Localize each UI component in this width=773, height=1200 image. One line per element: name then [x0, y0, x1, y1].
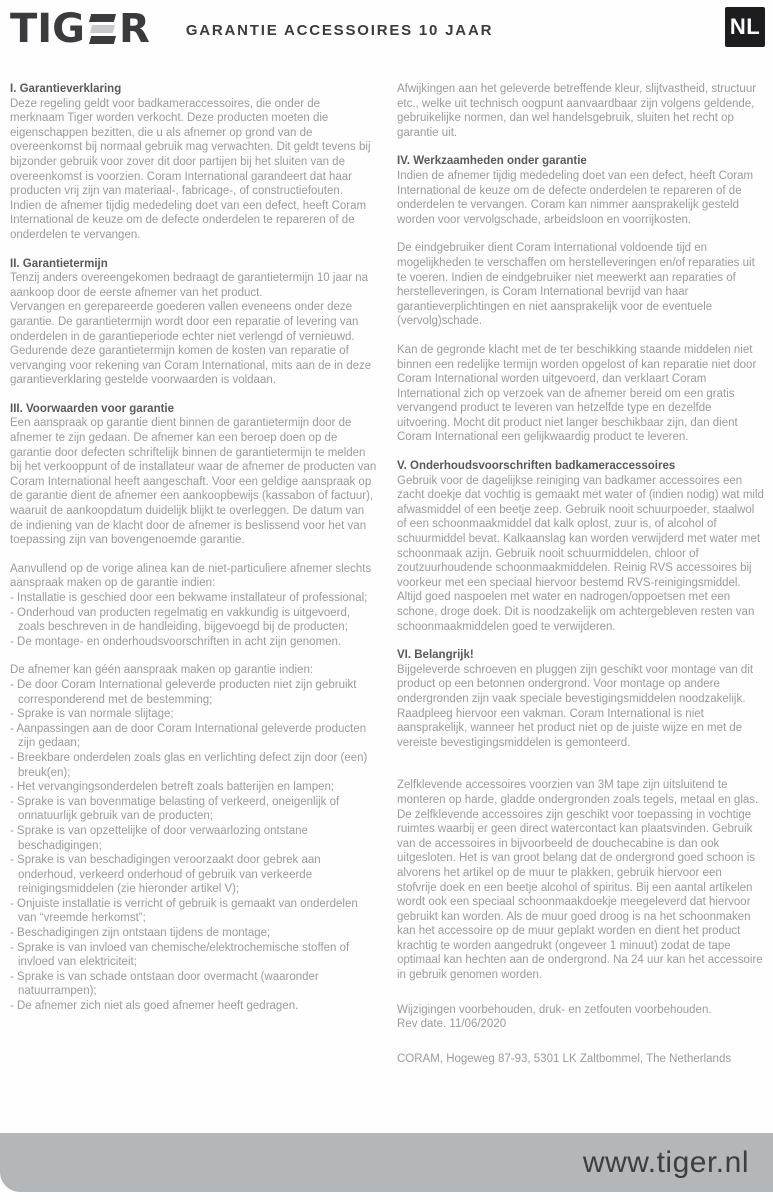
- section-3-continuation-paragraph: Afwijkingen aan het geleverde betreffende kleur, slijtvastheid, structuur etc., welke uit technisch oogpunt aanvaardbaar zijn volgens geldende, gebruikelijke normen, dan wel handelsgebruik, sluiten het recht op garantie uit.: [397, 83, 757, 139]
- logo-e-bar-bottom: [89, 36, 116, 44]
- section-5-paragraph: Gebruik voor de dagelijkse reiniging van badkamer accessoires een zacht doekje dat vochtig is gemaakt met water of (indien nodig) wat mild afwasmiddel of een beetje zeep. Gebruik nooit schuurpoeder, staalwol of een schoonmaakmiddel dat kalk oplost, zuur is, of alcohol of schuurmiddel bevat. Kalkaanslag kan worden verwijderd met water met schoonmaak azijn. Gebruik nooit schuurmiddelen, chloor of zoutzuurhoudende schoonmaakmiddelen. Reinig RVS accessoires bij voorkeur met een speciaal hiervoor bestemd RVS-reinigingsmiddel. Altijd goed naspoelen met water en nadrogen/oppoetsen met een schone, droge doek. Dit is noodzakelijk om achtergebleven resten van schoonmaakmiddelen goed te verwijderen.: [397, 474, 764, 633]
- website-url: www.tiger.nl: [582, 1145, 749, 1179]
- list-item: - Sprake is van beschadigingen veroorzaakt door gebrek aan onderhoud, verkeerd onderhoud of gebruik van verkeerde reinigingsmiddelen (zie hieronder artikel V);: [10, 854, 321, 896]
- list-item: - Beschadigingen zijn ontstaan tijdens de montage;: [10, 927, 271, 940]
- section-4-paragraph: Indien de afnemer tijdig mededeling doet van een defect, heeft Coram International de keuze om de defecte onderdelen te repareren of de onderdelen te vervangen. Coram kan nimmer aansprakelijk gesteld worden voor vervolgschade, arbeidsloon en voorrijkosten.: [397, 169, 754, 226]
- right-column: [397, 82, 764, 1066]
- list-item: - De afnemer zich niet als goed afnemer heeft gedragen.: [10, 1000, 299, 1013]
- section-4-heading: IV. Werkzaamheden onder garantie: [397, 155, 587, 168]
- rev-date-line: Rev date. 11/06/2020: [397, 1018, 507, 1031]
- list-item: - Breekbare onderdelen zoals glas en verlichting defect zijn door (een) breuk(en);: [10, 751, 368, 779]
- logo-text-tig: TIG: [10, 6, 85, 52]
- list-item: - Sprake is van opzettelijke of door verwaarlozing ontstane beschadigingen;: [10, 824, 308, 852]
- list-item: - Het vervangingsonderdelen betreft zoals batterijen en lampen;: [10, 781, 335, 794]
- footer-bar: [0, 1133, 773, 1192]
- list-item: - Onjuiste installatie is verricht of gebruik is gemaakt van onderdelen van “vreemde herkomst”;: [10, 897, 358, 925]
- list-item: - Aanpassingen aan de door Coram International geleverde producten zijn gedaan;: [10, 722, 367, 750]
- section-3-intro-b: De afnemer kan géén aanspraak maken op garantie indien:: [10, 664, 314, 677]
- section-2-paragraph: Gedurende deze garantietermijn komen de kosten van reparatie of vervanging voor rekening van Coram International, mits aan de in deze garantieverklaring gestelde voorwaarden is voldaan.: [10, 345, 372, 387]
- logo-text-r: R: [119, 6, 150, 52]
- list-item: - Sprake is van bovenmatige belasting of verkeerd, oneigenlijk of onnatuurlijk gebruik van de producten;: [10, 795, 340, 823]
- disclaimer-line: Wijzigingen voorbehouden, druk- en zetfouten voorbehouden.: [397, 1003, 712, 1016]
- section-3-paragraph: Een aanspraak op garantie dient binnen de garantietermijn door de afnemer te zijn gedaan. De afnemer kan een beroep doen op de garantie door defecten schriftelijk binnen de garantietermijn te melden bij het verkooppunt of de installateur waar de afnemer de producten van Coram International heeft aangeschaft. Voor een geldige aanspraak op de garantie dient de afnemer een aankoopbewijs (kassabon of factuur), waaruit de aankoopdatum duidelijk blijkt te overleggen. De datum van de indiening van de klacht door de afnemer is beslissend voor het van toepassing zijn van bovengenoemde garantie.: [10, 417, 377, 547]
- header: [0, 0, 773, 58]
- section-6-heading: VI. Belangrijk!: [397, 649, 474, 662]
- section-2-paragraph: Vervangen en gerepareerde goederen vallen eveneens onder deze garantie. De garantietermijn wordt door een reparatie of levering van onderdelen in de garantieperiode echter niet verlengd of vernieuwd.: [10, 301, 359, 343]
- tiger-logo: [10, 6, 150, 52]
- section-3-bullet-list-a: [10, 591, 377, 649]
- section-3-bullet-list-b: [10, 678, 377, 1014]
- list-item: - De door Coram International geleverde producten niet zijn gebruikt corresponderend met de bestemming;: [10, 678, 357, 706]
- section-3-intro-a: Aanvullend op de vorige alinea kan de niet-particuliere afnemer slechts aanspraak maken op de garantie indien:: [10, 562, 372, 590]
- section-3-heading: III. Voorwaarden voor garantie: [10, 402, 175, 415]
- section-4-paragraph: De eindgebruiker dient Coram International voldoende tijd en mogelijkheden te verschaffen om herstelleveringen en/of reparaties uit te voeren. Indien de eindgebruiker niet meewerkt aan reparaties of herstelleveringen, is Coram International bevrijd van haar garantieverplichtingen en niet aansprakelijk voor de eventuele (vervolg)schade.: [397, 242, 755, 328]
- document-body: [0, 58, 773, 1066]
- logo-e-bar-middle: [90, 25, 115, 33]
- list-item: - Installatie is geschied door een bekwame installateur of professional;: [10, 592, 368, 604]
- list-item: - Sprake is van normale slijtage;: [10, 708, 174, 721]
- section-6-paragraph: Zelfklevende accessoires voorzien van 3M tape zijn uitsluitend te monteren op harde, gladde ondergronden zoals tegels, metaal en glas. De zelfklevende accessoires zijn geschikt voor toepassing in vochtige ruimtes waarbij er geen direct watercontact kan plaatsvinden. Gebruik van de accessoires in bijvoorbeeld de douchecabine is dan ook uitgesloten. Het is van groot belang dat de ondergrond goed schoon is alvorens het artikel op de muur te plakken, gebruik hiervoor een stofvrije doek en een beetje alcohol of spiritus. Bij een aantal artikelen wordt ook een speciaal schoonmaakdoekje meegeleverd dat hiervoor gebruikt kan worden. Als de muur goed droog is na het schoonmaken kan het accessoire op de muur geplakt worden en dient het product krachtig te worden aangedrukt (ongeveer 1 minuut) zodat de tape optimaal kan hechten aan de ondergrond. Na 24 uur kan het accessoire in gebruik genomen worden.: [397, 779, 763, 982]
- section-1-heading: I. Garantieverklaring: [10, 83, 122, 95]
- list-item: - De montage- en onderhoudsvoorschriften in acht zijn genomen.: [10, 635, 342, 648]
- left-column: [10, 82, 377, 1066]
- section-2-paragraph: Tenzij anders overeengekomen bedraagt de garantietermijn 10 jaar na aankoop door de eerste afnemer van het product.: [10, 272, 369, 299]
- section-2-heading: II. Garantietermijn: [10, 257, 108, 270]
- section-4-paragraph: Kan de gegronde klacht met de ter beschikking staande middelen niet binnen een redelijke termijn worden opgelost of kan reparatie niet door Coram International worden uitgevoerd, dan verklaart Coram International zich op verzoek van de afnemer bereid om een gratis vervangend product te leveren van hetzelfde type en dezelfde uitvoering. Mocht dit product niet langer beschikbaar zijn, dan dient Coram International een gelijkwaardig product te leveren.: [397, 343, 757, 444]
- list-item: - Sprake is van invloed van chemische/elektrochemische stoffen of invloed van elektriciteit;: [10, 941, 350, 969]
- section-6-paragraph: Bijgeleverde schroeven en pluggen zijn geschikt voor montage van dit product op een betonnen ondergrond. Voor montage op andere ondergronden zijn vaak speciale bevestigingsmiddelen noodzakelijk. Raadpleeg hiervoor een vakman. Coram International is niet aansprakelijk, wanneer het product niet op de juiste wijze en met de vereiste bevestigingsmiddelen is gemonteerd.: [397, 663, 754, 749]
- logo-letter-e-bars-icon: [89, 14, 116, 44]
- page-title: GARANTIE ACCESSOIRES 10 JAAR: [185, 22, 494, 39]
- list-item: - Sprake is van schade ontstaan door overmacht (waaronder natuurrampen);: [10, 970, 319, 998]
- language-badge: NL: [725, 7, 765, 47]
- list-item: - Onderhoud van producten regelmatig en vakkundig is uitgevoerd, zoals beschreven in de handleiding, bijgevoegd bij de producten;: [10, 606, 351, 634]
- section-1-paragraph: Deze regeling geldt voor badkameraccessoires, die onder de merknaam Tiger worden verkocht. Deze producten moeten die eigenschappen bezitten, die u als afnemer op grond van de overeenkomst bij normaal gebruik mag verwachten. Dit geldt tevens bij bijzonder gebruik voor zover dit door partijen bij het sluiten van de overeenkomst is voorzien. Coram International garandeert dat haar producten vrij zijn van materiaal-, fabricage-, of constructiefouten. Indien de afnemer tijdig mededeling doet van een defect, heeft Coram International de keuze om de defecte onderdelen te repareren of de onderdelen te vervangen.: [10, 97, 371, 241]
- company-address: CORAM, Hogeweg 87-93, 5301 LK Zaltbommel, The Netherlands: [397, 1052, 732, 1065]
- section-5-heading: V. Onderhoudsvoorschriften badkameraccessoires: [397, 460, 676, 473]
- logo-e-bar-top: [89, 14, 116, 22]
